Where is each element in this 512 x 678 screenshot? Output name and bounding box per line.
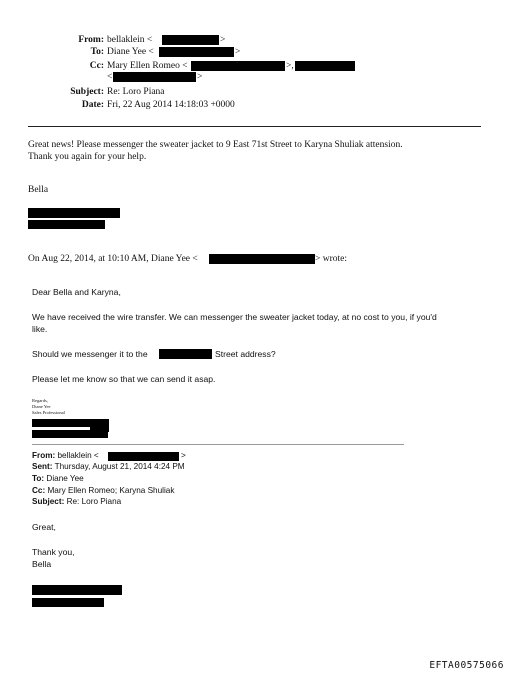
redaction-block xyxy=(159,47,234,57)
redaction-block xyxy=(159,349,212,359)
q2-sent: Sent: Thursday, August 21, 2014 4:24 PM xyxy=(32,462,185,471)
q2-body-thanks: Thank you, xyxy=(32,547,75,557)
quoted-para1-line1: We have received the wire transfer. We can messenger the sweater jacket today, at no cost to you, if you'd xyxy=(32,312,437,322)
header-cc-value: Mary Ellen Romeo < xyxy=(107,61,188,71)
redaction-block xyxy=(108,452,179,461)
redaction-block xyxy=(295,61,355,71)
header-cc-gt: >, xyxy=(286,61,294,71)
header-from-label: From: xyxy=(78,35,104,45)
redaction-block xyxy=(191,61,285,71)
q2-from: From: bellaklein < xyxy=(32,451,99,460)
header-cc-label: Cc: xyxy=(89,61,104,71)
quoted-question-suffix: Street address? xyxy=(215,349,276,359)
quoted-para1-line2: like. xyxy=(32,324,48,334)
header-cc-lt: < xyxy=(107,72,113,82)
redaction-block xyxy=(162,35,219,45)
q2-subject: Subject: Re: Loro Piana xyxy=(32,497,122,506)
quoted-intro-suffix: > wrote: xyxy=(315,254,348,264)
quoted-question-prefix: Should we messenger it to the xyxy=(32,349,148,359)
header-to-value: Diane Yee < xyxy=(107,47,154,57)
redaction-block xyxy=(32,598,104,607)
document-id: EFTA00575066 xyxy=(429,660,504,671)
redaction-block xyxy=(113,72,196,82)
quoted-greeting: Dear Bella and Karyna, xyxy=(32,287,121,297)
redaction-block xyxy=(209,254,315,264)
signature-title: Sales Professional xyxy=(32,410,65,415)
header-date-value: Fri, 22 Aug 2014 14:18:03 +0000 xyxy=(107,100,235,110)
reply-signoff: Bella xyxy=(28,185,49,195)
redaction-block xyxy=(90,424,109,432)
header-from-gt: > xyxy=(220,35,226,45)
header-cc-gt2: > xyxy=(197,72,203,82)
quoted-intro-prefix: On Aug 22, 2014, at 10:10 AM, Diane Yee < xyxy=(28,254,198,264)
redaction-block xyxy=(28,220,105,229)
q2-cc: Cc: Mary Ellen Romeo; Karyna Shuliak xyxy=(32,486,175,495)
signature-regards: Regards, xyxy=(32,398,48,403)
q2-body-name: Bella xyxy=(32,559,52,569)
redaction-block xyxy=(32,585,122,595)
redaction-block xyxy=(28,208,120,218)
quoted-divider xyxy=(32,444,404,445)
header-date-label: Date: xyxy=(81,100,104,110)
reply-line-1: Great news! Please messenger the sweater jacket to 9 East 71st Street to Karyna Shuliak attension. xyxy=(28,140,403,150)
quoted-para3: Please let me know so that we can send it asap. xyxy=(32,374,216,384)
q2-body-great: Great, xyxy=(32,522,56,532)
q2-from-gt: > xyxy=(181,451,186,460)
header-to-label: To: xyxy=(90,47,104,57)
reply-line-2: Thank you again for your help. xyxy=(28,152,147,162)
header-from-value: bellaklein < xyxy=(107,35,153,45)
q2-to: To: Diane Yee xyxy=(32,474,84,483)
header-divider xyxy=(28,126,481,127)
signature-name: Diane Yee xyxy=(32,404,51,409)
header-subject-label: Subject: xyxy=(70,87,104,97)
header-to-gt: > xyxy=(235,47,241,57)
header-subject-value: Re: Loro Piana xyxy=(107,87,165,97)
